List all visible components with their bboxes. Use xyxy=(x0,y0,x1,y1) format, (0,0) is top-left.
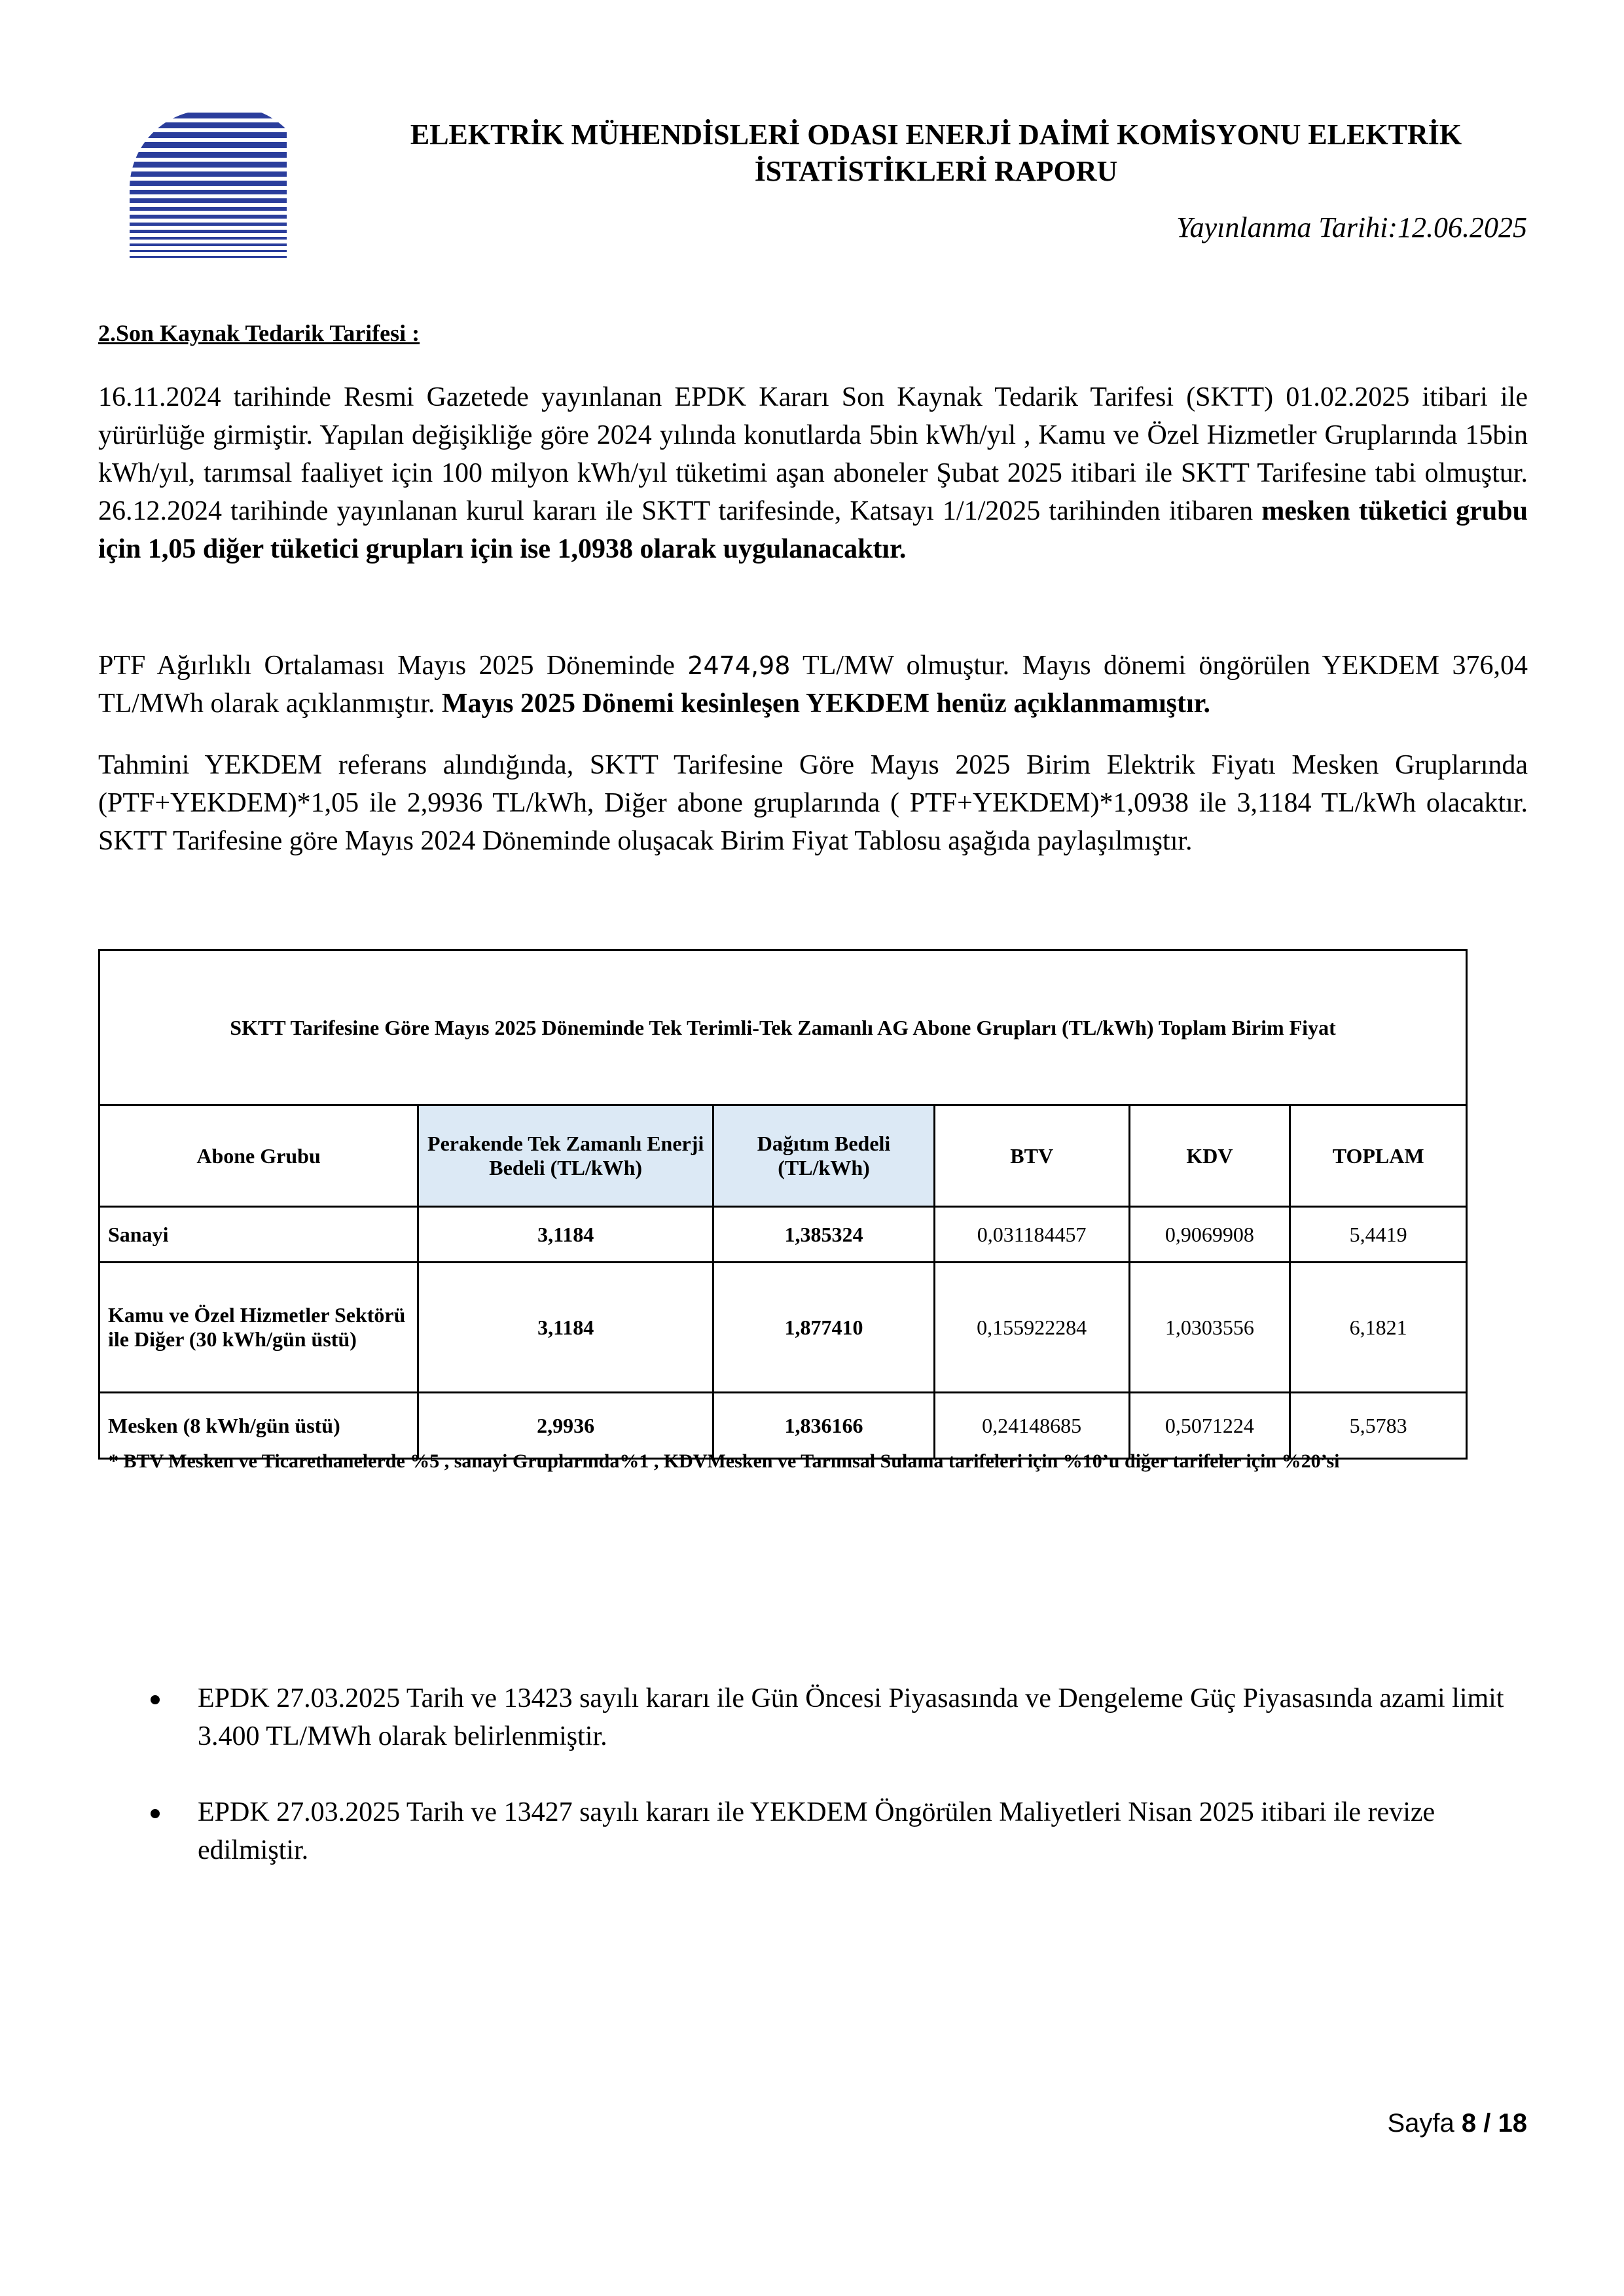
bullet-text: EPDK 27.03.2025 Tarih ve 13427 sayılı kararı ile YEKDEM Öngörülen Maliyetleri Nisan 2025 itibari ile revize edilmiştir. xyxy=(198,1797,1435,1865)
bullet-dot-icon xyxy=(151,1809,160,1818)
intro-paragraph xyxy=(98,378,1528,568)
bullet-list xyxy=(151,1679,1528,1907)
cell-btv: 0,24148685 xyxy=(934,1393,1129,1459)
intro-text: 16.11.2024 tarihinde Resmi Gazetede yayınlanan EPDK Kararı Son Kaynak Tedarik Tarifesi (SKTT) 01.02.2025 itibari ile yürürlüğe girmiştir. Yapılan değişikliğe göre 2024 yılında konutlarda 5bin kWh/yıl , Kamu ve Özel Hizmetler Gruplarında 15bin kWh/yıl, tarımsal faaliyet için 100 milyon kWh/yıl tüketimi aşan aboneler Şubat 2025 itibari ile SKTT Tarifesine tabi olmuştur. 26.12.2024 tarihinde yayınlanan kurul kararı ile SKTT tarifesinde, Katsayı 1/1/2025 tarihinden itibaren xyxy=(98,382,1528,526)
report-title xyxy=(327,117,1545,190)
cell-energy: 3,1184 xyxy=(418,1207,713,1263)
cell-energy: 3,1184 xyxy=(418,1263,713,1393)
estimate-paragraph: Tahmini YEKDEM referans alındığında, SKTT Tarifesine Göre Mayıs 2025 Birim Elektrik Fiyatı Mesken Gruplarında (PTF+YEKDEM)*1,05 ile 2,9936 TL/kWh, Diğer abone gruplarında ( PTF+YEKDEM)*1,0938 ile 3,1184 TL/kWh olacaktır. SKTT Tarifesine göre Mayıs 2024 Döneminde oluşacak Birim Fiyat Tablosu aşağıda paylaşılmıştır. xyxy=(98,750,1528,856)
page-separator: / xyxy=(1476,2109,1498,2138)
header-distribution-price: Dağıtım Bedeli (TL/kWh) xyxy=(713,1105,935,1207)
cell-btv: 0,155922284 xyxy=(934,1263,1129,1393)
ptf-text-b: TL/MW olmuştur. Mayıs dönemi öngörülen YEKDEM 376,04 TL/MWh olarak açıklanmıştır. xyxy=(98,651,1528,719)
cell-group: Mesken (8 kWh/gün üstü) xyxy=(99,1393,418,1459)
publish-date: Yayınlanma Tarihi:12.06.2025 xyxy=(1176,211,1527,243)
cell-group: Kamu ve Özel Hizmetler Sektörü ile Diğer (30 kWh/gün üstü) xyxy=(99,1263,418,1393)
page-number xyxy=(1388,2109,1528,2138)
table-header-row xyxy=(99,1105,1467,1207)
cell-distribution: 1,385324 xyxy=(713,1207,935,1263)
header-btv: BTV xyxy=(934,1105,1129,1207)
table-caption: SKTT Tarifesine Göre Mayıs 2025 Döneminde Tek Terimli-Tek Zamanlı AG Abone Grupları (TL/kWh) Toplam Birim Fiyat xyxy=(99,950,1467,1105)
emo-logo-icon xyxy=(117,110,300,267)
header-energy-price: Perakende Tek Zamanlı Enerji Bedeli (TL/kWh) xyxy=(418,1105,713,1207)
ptf-paragraph xyxy=(98,647,1528,723)
list-item xyxy=(151,1793,1528,1869)
cell-distribution: 1,836166 xyxy=(713,1393,935,1459)
cell-total: 5,5783 xyxy=(1290,1393,1467,1459)
section-title: 2.Son Kaynak Tedarik Tarifesi : xyxy=(98,320,420,346)
table-row xyxy=(99,1207,1467,1263)
ptf-bold-text: Mayıs 2025 Dönemi kesinleşen YEKDEM henüz açıklanmamıştır. xyxy=(441,689,1210,719)
report-title-line1: ELEKTRİK MÜHENDİSLERİ ODASI ENERJİ DAİMİ KOMİSYONU ELEKTRİK xyxy=(410,118,1462,151)
page-label: Sayfa xyxy=(1387,2109,1462,2138)
cell-distribution: 1,877410 xyxy=(713,1263,935,1393)
report-title-line2: İSTATİSTİKLERİ RAPORU xyxy=(754,155,1118,187)
tariff-table xyxy=(98,949,1468,1460)
intro-bold-text: mesken tüketici grubu için 1,05 diğer tüketici grupları için ise 1,0938 olarak uygulanacaktır. xyxy=(98,496,1528,564)
header-total: TOPLAM xyxy=(1290,1105,1467,1207)
bullet-text: EPDK 27.03.2025 Tarih ve 13423 sayılı kararı ile Gün Öncesi Piyasasında ve Dengeleme Güç Piyasasında azami limit 3.400 TL/MWh olarak belirlenmiştir. xyxy=(198,1683,1504,1751)
cell-kdv: 1,0303556 xyxy=(1129,1263,1290,1393)
list-item xyxy=(151,1679,1528,1755)
page-total: 18 xyxy=(1498,2109,1527,2138)
cell-btv: 0,031184457 xyxy=(934,1207,1129,1263)
cell-kdv: 0,9069908 xyxy=(1129,1207,1290,1263)
cell-kdv: 0,5071224 xyxy=(1129,1393,1290,1459)
table-row xyxy=(99,1263,1467,1393)
page-current: 8 xyxy=(1461,2109,1477,2138)
table-footnote: * BTV Mesken ve Ticarethanelerde %5 , sanayi Gruplarında%1 , KDVMesken ve Tarımsal Sulama tarifeleri için %10’u diğer tarifeler için %20’si xyxy=(109,1450,1340,1472)
ptf-value: 2474,98 xyxy=(687,651,791,680)
ptf-text-a: PTF Ağırlıklı Ortalaması Mayıs 2025 Döneminde xyxy=(98,651,688,681)
header-kdv: KDV xyxy=(1129,1105,1290,1207)
cell-energy: 2,9936 xyxy=(418,1393,713,1459)
cell-total: 5,4419 xyxy=(1290,1207,1467,1263)
header-abone-grubu: Abone Grubu xyxy=(99,1105,418,1207)
cell-total: 6,1821 xyxy=(1290,1263,1467,1393)
cell-group: Sanayi xyxy=(99,1207,418,1263)
bullet-dot-icon xyxy=(151,1695,160,1704)
